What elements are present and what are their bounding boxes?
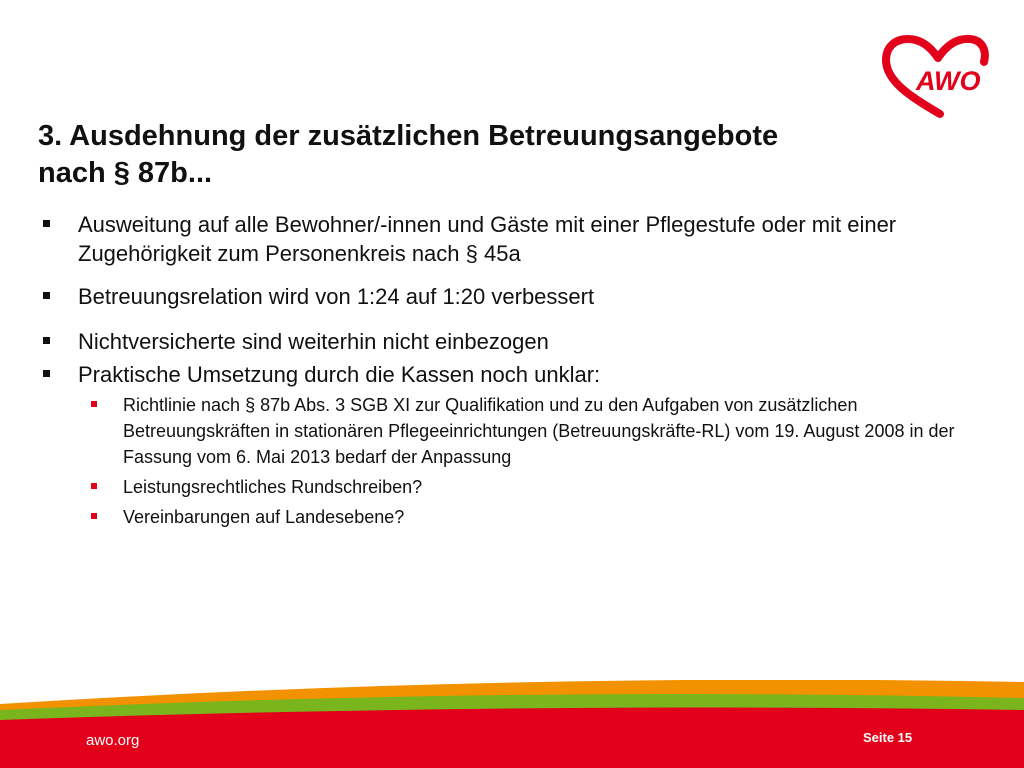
square-bullet-icon [43, 220, 50, 227]
wave-decoration-icon [0, 680, 1024, 768]
bullet-item [38, 210, 988, 268]
bullet-item [38, 360, 988, 389]
sub-bullet-text: Richtlinie nach § 87b Abs. 3 SGB XI zur Qualifikation und zu den Aufgaben von zusätzlichen Betreuungskräften in stationären Pflegeeinrichtungen (Betreuungskräfte-RL) vom 19. August 2008 in der Fassung vom 6. Mai 2013 bedarf der Anpassung [123, 395, 955, 467]
sub-bullet-item [78, 474, 988, 500]
sub-bullet-text: Vereinbarungen auf Landesebene? [123, 507, 405, 527]
red-square-bullet-icon [91, 513, 97, 519]
sub-bullet-item [78, 504, 988, 530]
footer-wave-band [0, 680, 1024, 768]
slide-content [38, 210, 988, 530]
heart-logo-icon [880, 34, 990, 118]
awo-logo [880, 34, 990, 118]
square-bullet-icon [43, 370, 50, 377]
sub-bullet-text: Leistungsrechtliches Rundschreiben? [123, 477, 423, 497]
title-line-1: 3. Ausdehnung der zusätzlichen Betreuungsangebote [38, 120, 779, 152]
slide-title [38, 118, 938, 192]
square-bullet-icon [43, 337, 50, 344]
red-square-bullet-icon [91, 483, 97, 489]
bullet-text: Betreuungsrelation wird von 1:24 auf 1:20 verbessert [78, 284, 595, 309]
bullet-text: Praktische Umsetzung durch die Kassen noch unklar: [78, 362, 601, 387]
page-number: Seite 15 [863, 730, 913, 745]
red-square-bullet-icon [91, 401, 97, 407]
bullet-item [38, 327, 988, 356]
square-bullet-icon [43, 292, 50, 299]
sub-bullet-item [78, 392, 988, 470]
logo-text: AWO [916, 66, 981, 96]
bullet-item [38, 282, 988, 311]
bullet-text: Ausweitung auf alle Bewohner/-innen und Gäste mit einer Pflegestufe oder mit einer Zugehörigkeit zum Personenkreis nach § 45a [78, 212, 897, 266]
title-line-2: nach § 87b... [38, 157, 213, 189]
bullet-text: Nichtversicherte sind weiterhin nicht einbezogen [78, 329, 549, 354]
sub-bullet-list [38, 392, 988, 530]
footer-url-link[interactable]: awo.org [86, 732, 140, 749]
